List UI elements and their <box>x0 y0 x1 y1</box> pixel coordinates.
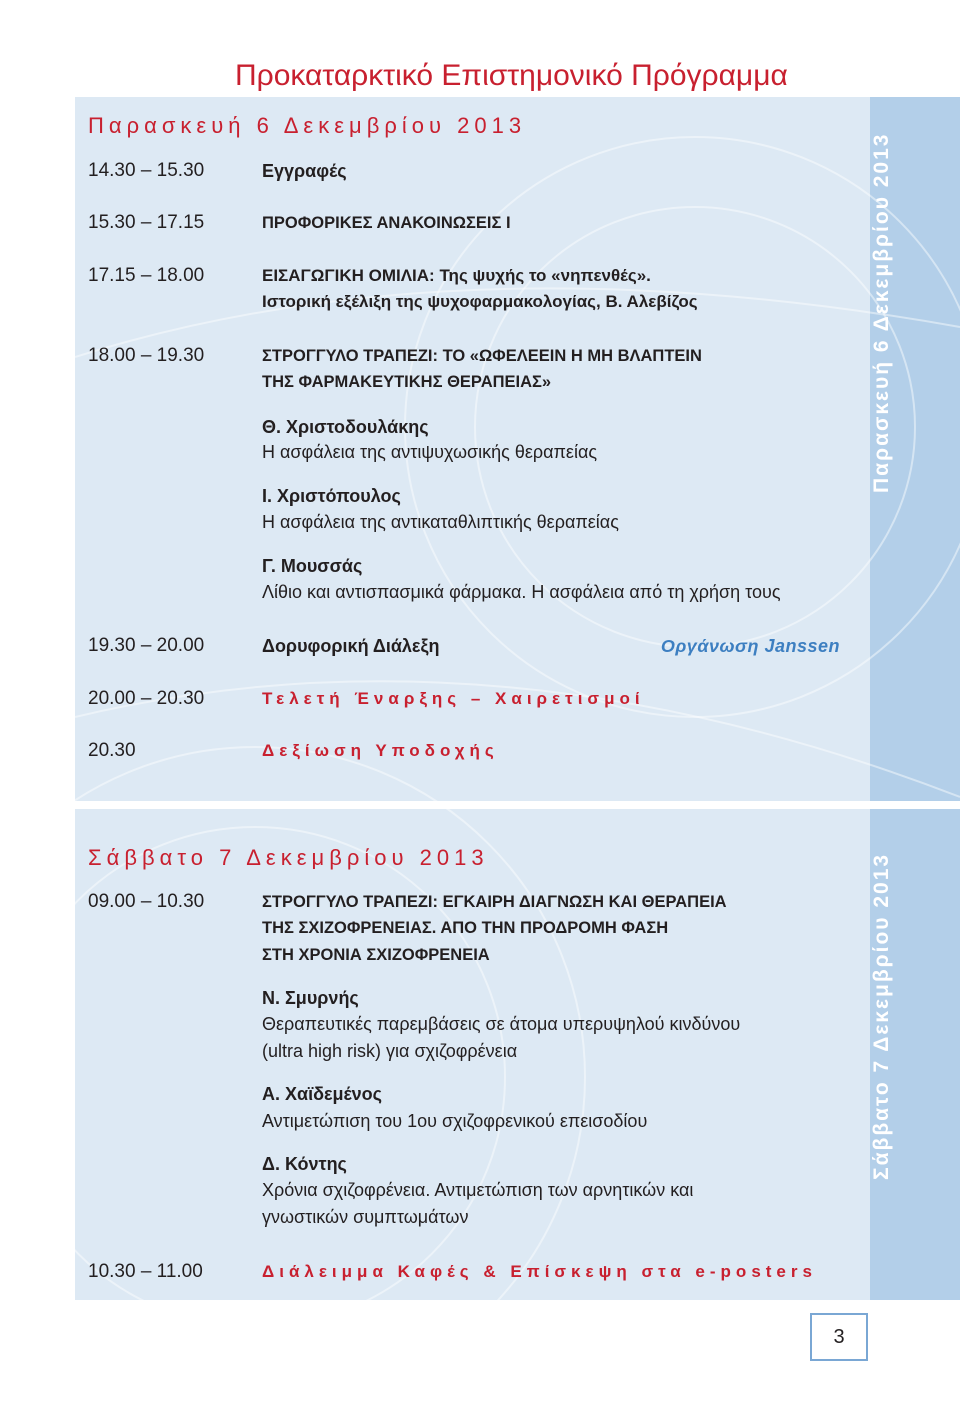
day-heading-friday: Παρασκευή 6 Δεκεμβρίου 2013 <box>88 113 527 138</box>
session-title: Δορυφορική Διάλεξη <box>262 636 440 656</box>
speaker-topic: (ultra high risk) για σχιζοφρένεια <box>262 1041 518 1061</box>
speaker-name: Ι. Χριστόπουλος <box>262 486 401 506</box>
session-time: 15.30 – 17.15 <box>88 212 205 233</box>
speaker-topic: Λίθιο και αντισπασμικά φάρμακα. Η ασφάλεια από τη χρήση τους <box>262 582 781 602</box>
session-title: ΤΗΣ ΦΑΡΜΑΚΕΥΤΙΚΗΣ ΘΕΡΑΠΕΙΑΣ» <box>262 373 552 391</box>
session-title: ΣΤΡΟΓΓΥΛΟ ΤΡΑΠΕΖΙ: ΤΟ «ΩΦΕΛΕΕΙΝ Η ΜΗ ΒΛΑΠΤΕΙΝ <box>262 347 702 365</box>
session-title: Διάλειμμα Καφές & Επίσκεψη στα e-posters <box>262 1262 817 1281</box>
session-title: Εγγραφές <box>262 161 347 181</box>
speaker-name: Γ. Μουσσάς <box>262 556 363 576</box>
speaker-name: Ν. Σμυρνής <box>262 988 359 1008</box>
session-title: ΤΗΣ ΣΧΙΖΟΦΡΕΝΕΙΑΣ. ΑΠΟ ΤΗΝ ΠΡΟΔΡΟΜΗ ΦΑΣΗ <box>262 919 669 937</box>
session-time: 14.30 – 15.30 <box>88 160 205 181</box>
session-title: ΣΤΡΟΓΓΥΛΟ ΤΡΑΠΕΖΙ: ΕΓΚΑΙΡΗ ΔΙΑΓΝΩΣΗ ΚΑΙ ΘΕΡΑΠΕΙΑ <box>262 893 727 911</box>
session-title: ΣΤΗ ΧΡΟΝΙΑ ΣΧΙΖΟΦΡΕΝΕΙΑ <box>262 946 490 964</box>
session-title: Τελετή Έναρξης – Χαιρετισμοί <box>262 689 645 708</box>
session-time: 20.00 – 20.30 <box>88 688 205 709</box>
page-number: 3 <box>810 1313 868 1361</box>
speaker-name: Δ. Κόντης <box>262 1154 347 1174</box>
speaker-topic: Η ασφάλεια της αντικαταθλιπτικής θεραπείας <box>262 512 619 532</box>
speaker-topic: Θεραπευτικές παρεμβάσεις σε άτομα υπερυψηλού κινδύνου <box>262 1014 741 1034</box>
session-time: 20.30 <box>88 740 136 761</box>
session-organizer: Οργάνωση Janssen <box>660 636 840 656</box>
session-time: 18.00 – 19.30 <box>88 345 205 366</box>
speaker-topic: Η ασφάλεια της αντιψυχωσικής θεραπείας <box>262 442 598 462</box>
speaker-topic: Χρόνια σχιζοφρένεια. Αντιμετώπιση των αρνητικών και <box>262 1180 694 1200</box>
session-time: 09.00 – 10.30 <box>88 891 205 912</box>
session-title: Ιστορική εξέλιξη της ψυχοφαρμακολογίας, Β. Αλεβίζος <box>262 292 698 311</box>
speaker-name: Θ. Χριστοδουλάκης <box>262 417 429 437</box>
session-title: ΕΙΣΑΓΩΓΙΚΗ ΟΜΙΛΙΑ: Της ψυχής το «νηπενθές». <box>262 266 651 285</box>
session-time: 19.30 – 20.00 <box>88 635 205 656</box>
day-heading-saturday: Σάββατο 7 Δεκεμβρίου 2013 <box>88 845 489 870</box>
page-title: Προκαταρκτικό Επιστημονικό Πρόγραμμα <box>235 59 788 92</box>
speaker-name: Α. Χαϊδεμένος <box>262 1084 383 1104</box>
speaker-topic: γνωστικών συμπτωμάτων <box>262 1207 469 1227</box>
side-label-saturday: Σάββατο 7 Δεκεμβρίου 2013 <box>870 852 893 1180</box>
session-time: 17.15 – 18.00 <box>88 265 205 286</box>
speaker-topic: Αντιμετώπιση του 1ου σχιζοφρενικού επεισοδίου <box>262 1111 648 1131</box>
side-label-friday: Παρασκευή 6 Δεκεμβρίου 2013 <box>870 132 893 493</box>
session-title: ΠΡΟΦΟΡΙΚΕΣ ΑΝΑΚΟΙΝΩΣΕΙΣ Ι <box>262 214 511 232</box>
session-title: Δεξίωση Υποδοχής <box>262 741 499 760</box>
session-time: 10.30 – 11.00 <box>88 1261 203 1282</box>
